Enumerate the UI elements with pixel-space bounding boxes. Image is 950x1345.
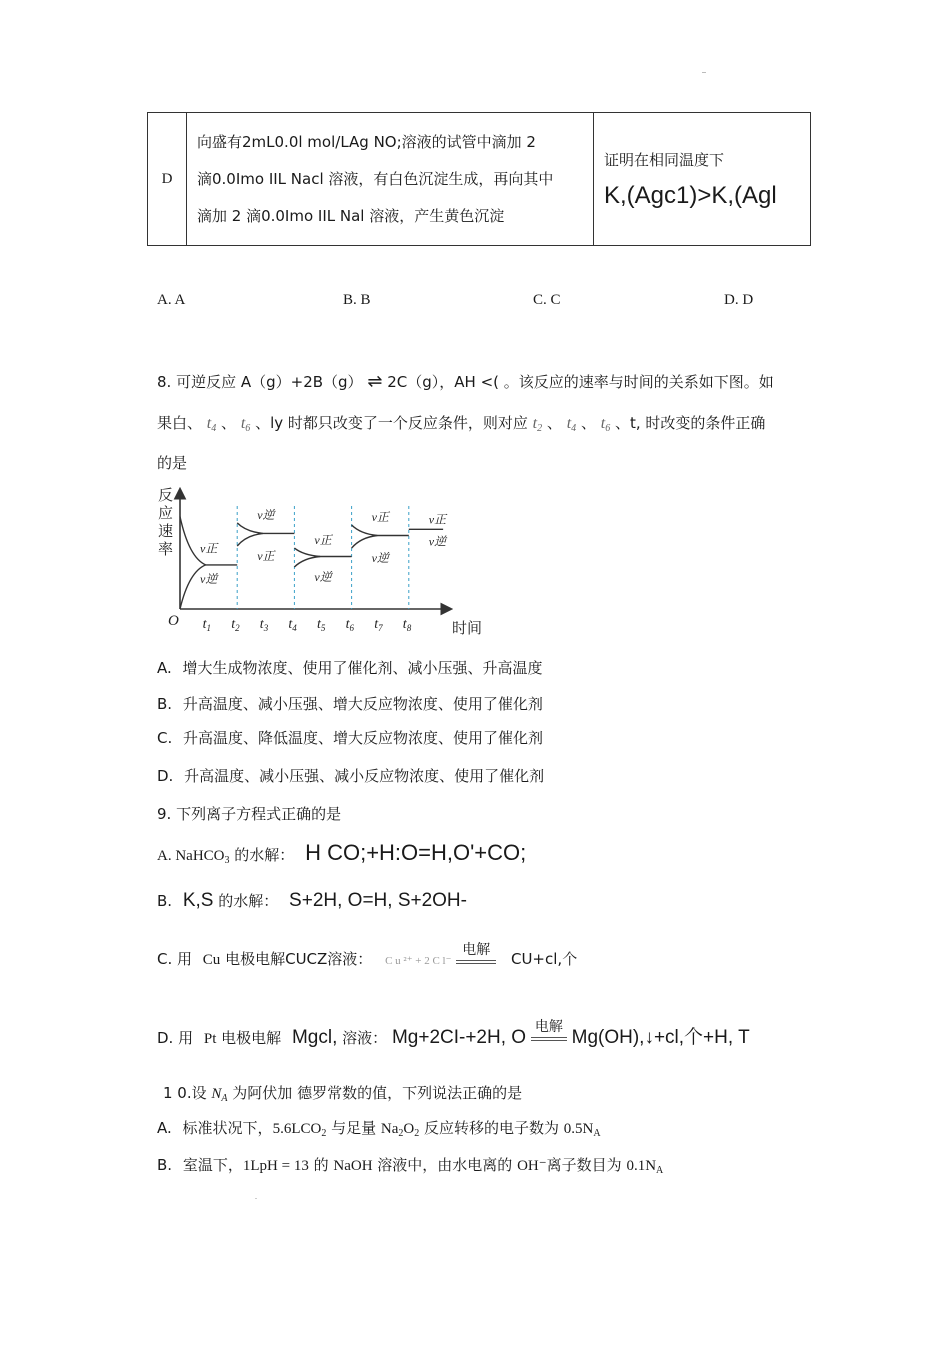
- q8-line-3: 的是: [157, 454, 188, 472]
- series-label-top-seg3: v正: [314, 533, 332, 548]
- y-axis-label: [158, 486, 173, 558]
- series-label-top-seg5: v正: [428, 512, 447, 527]
- separator: 、: [546, 414, 562, 432]
- page-mark: [255, 1198, 257, 1199]
- y-axis-label-char: 反: [158, 486, 174, 504]
- y-axis-label-char: 率: [158, 540, 174, 558]
- option-d-mid2: 溶液：: [342, 1029, 388, 1047]
- series-label-top-seg2: v逆: [257, 507, 275, 522]
- option-a-label: A. NaHCO$_3$: [157, 848, 230, 866]
- q8-option-a: [157, 657, 543, 678]
- q9-title: 9. 下列离子方程式正确的是: [157, 805, 342, 823]
- separator: 、: [580, 414, 596, 432]
- option-c-mid: 电极电解CUCZ溶液：: [225, 950, 373, 968]
- tick-label-t2: $t_2$: [231, 617, 240, 633]
- q9-option-a: [157, 840, 526, 866]
- table-row: [148, 113, 811, 246]
- avogadro-symbol: $N_A$: [211, 1086, 228, 1104]
- series-label-bottom-seg1: v逆: [200, 572, 218, 586]
- t2-symbol: $t_2$: [532, 415, 543, 434]
- q7-option-b: B. B: [343, 292, 371, 308]
- q10-option-b: B. 室温下，1LpH = 13 的 NaOH 溶液中，由水电离的 OH⁻离子数目为 $0.1N_A$: [157, 1156, 664, 1176]
- option-c-cu: Cu: [202, 952, 221, 968]
- option-d-equation-left: Mg+2CI-+2H, O: [391, 1027, 527, 1048]
- option-letter: D.: [157, 767, 174, 785]
- q8-text-c: 果白、: [157, 414, 203, 432]
- q8-text-e: 、t, 时改变的条件正确: [614, 414, 766, 432]
- option-text: 升高温度、减小压强、增大反应物浓度、使用了催化剂: [182, 695, 543, 713]
- option-c-equation: CU+cl,个: [510, 950, 578, 968]
- experiment-description: [187, 113, 594, 246]
- q8-text-b: 2C（g），AH <( 。该反应的速率与时间的关系如下图。如: [387, 373, 774, 391]
- option-c-faint-ions: C u ²⁺ + 2 C l⁻: [385, 955, 452, 967]
- q8-line-1: [157, 371, 774, 392]
- q8-option-c: [157, 727, 543, 748]
- series-label-bottom-seg3: v逆: [314, 570, 332, 584]
- q9-option-c: [157, 942, 578, 974]
- rate-curve-bottom-seg3: [294, 557, 320, 568]
- experiment-conclusion: [594, 113, 811, 246]
- option-d-label: D. 用: [157, 1029, 194, 1047]
- separator: 、: [221, 414, 237, 432]
- option-d-pt: Pt: [203, 1031, 217, 1047]
- t4-symbol: $t_4$: [206, 415, 217, 434]
- tick-label-t4: $t_4$: [288, 617, 297, 633]
- desc-line-1: 向盛有2mL0.0l mol/LAg NO;溶液的试管中滴加 2: [197, 132, 536, 151]
- option-d-equation-right: Mg(OH),↓+cl,个+H, T: [571, 1027, 750, 1048]
- series-label-bottom-seg4: v逆: [371, 551, 389, 566]
- option-text: 增大生成物浓度、使用了催化剂、减小压强、升高温度: [182, 659, 543, 677]
- electrolysis-sign: 电解: [456, 939, 496, 964]
- q8-line-2: [157, 412, 765, 434]
- rate-time-chart: [150, 484, 490, 639]
- tick-label-t5: $t_5$: [317, 617, 326, 633]
- naoh-formula: NaOH: [333, 1158, 373, 1174]
- option-b-label: B.: [157, 892, 173, 910]
- option-b-mid: 的水解：: [218, 892, 279, 910]
- row-letter: D: [148, 113, 187, 246]
- option-letter: B.: [157, 695, 173, 713]
- tick-label-t7: $t_7$: [374, 617, 383, 633]
- ph-value: 1LpH = 13: [242, 1158, 309, 1174]
- option-letter: A.: [157, 659, 172, 677]
- rate-curve-top-seg4: [352, 525, 409, 536]
- q7-option-a: A. A: [157, 292, 186, 308]
- option-b-formula: K,S: [182, 890, 214, 911]
- experiment-table: [147, 112, 811, 246]
- q8-text-a: 8. 可逆反应 A（g）+2B（g）: [157, 373, 363, 391]
- option-c-label: C. 用: [157, 950, 193, 968]
- conclusion-line-1: 证明在相同温度下: [604, 150, 725, 169]
- q9-option-b: [157, 890, 467, 912]
- option-letter: C.: [157, 729, 173, 747]
- page-mark: [702, 72, 706, 73]
- series-label-bottom-seg5: v逆: [428, 534, 447, 549]
- q7-option-c: C. C: [533, 292, 561, 308]
- option-d-mid: 电极电解: [221, 1029, 282, 1047]
- electrolysis-sign: 电解: [531, 1016, 567, 1041]
- q10-option-a: A. 标准状况下，$5.6LCO_2$ 与足量 $Na_2O_2$ 反应转移的电子数为 $0.5N_A$: [157, 1119, 601, 1139]
- tick-label-t8: $t_8$: [402, 617, 412, 633]
- q7-option-d: D. D: [724, 292, 754, 308]
- q8-option-d: [157, 765, 544, 786]
- conclusion-line-2: K,(Agc1)>K,(Agl: [604, 181, 777, 209]
- tick-label-t3: $t_3$: [259, 617, 269, 633]
- rate-curve-top-seg3: [294, 548, 351, 556]
- option-b-equation: S+2H, O=H, S+2OH-: [289, 890, 467, 911]
- option-a-mid: 的水解：: [234, 846, 295, 864]
- rate-curve-bottom-seg2: [237, 533, 263, 546]
- q8-option-b: [157, 693, 543, 714]
- na2o2-formula: $Na_2O_2$: [380, 1121, 420, 1139]
- y-axis-label-char: 应: [158, 504, 174, 522]
- q10-title: 1 0.设 $N_A$ 为阿伏加 德罗常数的值，下列说法正确的是: [163, 1084, 523, 1104]
- option-text: 升高温度、减小压强、减小反应物浓度、使用了催化剂: [184, 767, 545, 785]
- y-axis-label-char: 速: [158, 522, 174, 540]
- option-text: 升高温度、降低温度、增大反应物浓度、使用了催化剂: [183, 729, 544, 747]
- series-label-top-seg1: v正: [200, 541, 218, 556]
- rate-curve-top-seg2: [237, 523, 294, 534]
- origin-label: O: [168, 613, 179, 629]
- t6-symbol: $t_6$: [240, 415, 251, 434]
- electron-count: $0.5N_A$: [563, 1121, 601, 1139]
- tick-label-t1: $t_1$: [202, 617, 211, 633]
- q8-text-d: 、ly 时都只改变了一个反应条件，则对应: [255, 414, 528, 432]
- x-axis-label: 时间: [452, 619, 483, 637]
- desc-line-2: 滴0.0Imo IIL Nacl 溶液，有白色沉淀生成，再向其中: [197, 169, 554, 188]
- q9-option-d: [157, 1019, 750, 1053]
- t4-symbol: $t_4$: [566, 415, 577, 434]
- option-a-equation: H CO;+H:O=H,O'+CO;: [305, 840, 527, 865]
- tick-label-t6: $t_6$: [345, 617, 354, 633]
- desc-line-3: 滴加 2 滴0.0Imo IIL Nal 溶液，产生黄色沉淀: [197, 206, 505, 225]
- oh-formula: OH: [517, 1158, 539, 1174]
- series-label-top-seg4: v正: [371, 510, 389, 524]
- ion-count: $0.1N_A$: [626, 1158, 664, 1176]
- equilibrium-arrow: ⇌: [367, 371, 383, 392]
- t6-symbol: $t_6$: [600, 415, 611, 434]
- co2-volume: $5.6LCO_2$: [272, 1121, 327, 1139]
- rate-curve-bottom-seg4: [352, 536, 378, 549]
- series-label-bottom-seg2: v正: [257, 549, 275, 563]
- option-d-formula: Mgcl,: [291, 1027, 338, 1048]
